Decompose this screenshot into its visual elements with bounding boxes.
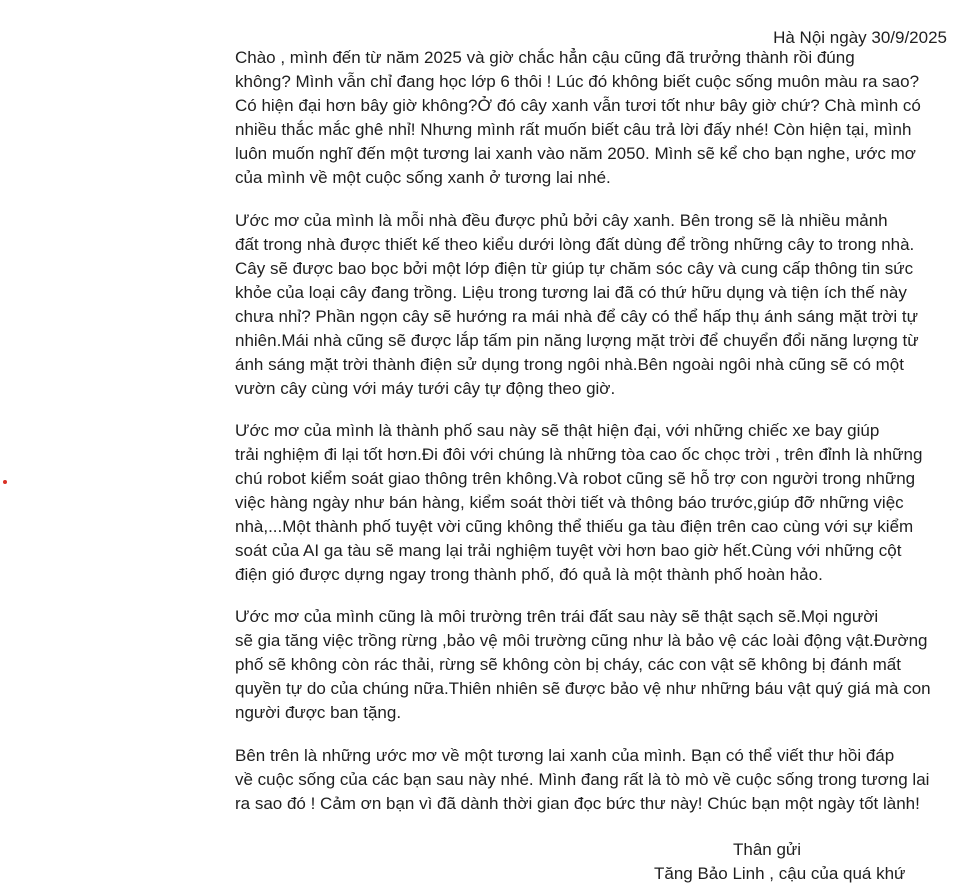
text-line: nhiều thắc mắc ghê nhỉ! Nhưng mình rất muốn biết câu trả lời đấy nhé! Còn hiện tại, mình	[235, 120, 912, 139]
paragraph-intro	[235, 46, 959, 190]
margin-marker-dot	[3, 480, 7, 484]
paragraph-modern-city	[235, 419, 959, 587]
text-line: không? Mình vẫn chỉ đang học lớp 6 thôi ! Lúc đó không biết cuộc sống muôn màu ra sao?	[235, 72, 920, 91]
paragraph-conclusion	[235, 744, 959, 816]
text-line: phố sẽ không còn rác thải, rừng sẽ không còn bị cháy, các con vật sẽ không bị đánh mất	[235, 655, 901, 674]
text-line: đất trong nhà được thiết kế theo kiểu dưới lòng đất dùng để trồng những cây to trong nhà.	[235, 235, 915, 254]
text-line: người được ban tặng.	[235, 703, 402, 722]
text-line: ra sao đó ! Cảm ơn bạn vì đã dành thời gian đọc bức thư này! Chúc bạn một ngày tốt lành!	[235, 794, 920, 813]
text-line: Ước mơ của mình là mỗi nhà đều được phủ bởi cây xanh. Bên trong sẽ là nhiều mảnh	[235, 211, 888, 230]
text-line: vườn cây cùng với máy tưới cây tự động theo giờ.	[235, 379, 616, 398]
text-line: ánh sáng mặt trời thành điện sử dụng trong ngôi nhà.Bên ngoài ngôi nhà cũng sẽ có một	[235, 355, 904, 374]
text-line: khỏe của loại cây đang trồng. Liệu trong tương lai đã có thứ hữu dụng và tiện ích thế này	[235, 283, 907, 302]
text-line: luôn muốn nghĩ đến một tương lai xanh vào năm 2050. Mình sẽ kể cho bạn nghe, ước mơ	[235, 144, 916, 163]
text-line: chú robot kiểm soát giao thông trên không.Và robot cũng sẽ hỗ trợ con người trong những	[235, 469, 916, 488]
letter-date: Hà Nội ngày 30/9/2025	[773, 28, 947, 47]
text-line: trải nghiệm đi lại tốt hơn.Đi đôi với chúng là những tòa cao ốc chọc trời , trên đỉnh là những	[235, 445, 923, 464]
text-line: Ước mơ của mình là thành phố sau này sẽ thật hiện đại, với những chiếc xe bay giúp	[235, 421, 880, 440]
paragraph-green-home	[235, 209, 959, 401]
closing-greeting: Thân gửi	[733, 840, 802, 859]
signature: Tăng Bảo Linh , cậu của quá khứ	[654, 864, 906, 883]
text-line: Có hiện đại hơn bây giờ không?Ở đó cây xanh vẫn tươi tốt như bây giờ chứ? Chà mình có	[235, 96, 921, 115]
text-line: Chào , mình đến từ năm 2025 và giờ chắc hẳn cậu cũng đã trưởng thành rồi đúng	[235, 48, 855, 67]
text-line: soát của AI ga tàu sẽ mang lại trải nghiệm tuyệt vời hơn bao giờ hết.Cùng với những cột	[235, 541, 902, 560]
text-line: của mình về một cuộc sống xanh ở tương lai nhé.	[235, 168, 611, 187]
text-line: nhiên.Mái nhà cũng sẽ được lắp tấm pin năng lượng mặt trời để chuyển đổi năng lượng từ	[235, 331, 919, 350]
text-line: về cuộc sống của các bạn sau này nhé. Mình đang rất là tò mò về cuộc sống trong tương lai	[235, 770, 930, 789]
letter-closing	[654, 838, 905, 886]
text-line: Cây sẽ được bao bọc bởi một lớp điện từ giúp tự chăm sóc cây và cung cấp thông tin sức	[235, 259, 914, 278]
text-line: việc hàng ngày như bán hàng, kiểm soát thời tiết và thông báo trước,giúp đỡ những việc	[235, 493, 904, 512]
text-line: điện gió được dựng ngay trong thành phố, đó quả là một thành phố hoàn hảo.	[235, 565, 823, 584]
text-line: sẽ gia tăng việc trồng rừng ,bảo vệ môi trường cũng như là bảo vệ các loài động vật.Đường	[235, 631, 928, 650]
paragraph-clean-environment	[235, 605, 959, 725]
text-line: nhà,...Một thành phố tuyệt vời cũng không thể thiếu ga tàu điện trên cao cùng với sự kiểm	[235, 517, 914, 536]
text-line: Ước mơ của mình cũng là môi trường trên trái đất sau này sẽ thật sạch sẽ.Mọi người	[235, 607, 879, 626]
text-line: Bên trên là những ước mơ về một tương lai xanh của mình. Bạn có thể viết thư hồi đáp	[235, 746, 895, 765]
text-line: chưa nhỉ? Phần ngọn cây sẽ hướng ra mái nhà để cây có thể hấp thụ ánh sáng mặt trời tự	[235, 307, 919, 326]
text-line: quyền tự do của chúng nữa.Thiên nhiên sẽ được bảo vệ như những báu vật quý giá mà con	[235, 679, 931, 698]
